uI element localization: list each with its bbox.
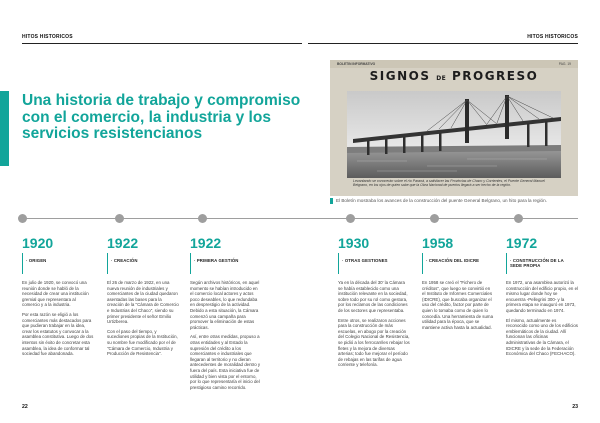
timeline-dot [430,214,439,223]
timeline-paragraph: Según archivos históricos, en aquel momento se habían introducido en el comercio local actores y actos poco deseables, lo que redundaba en desprestigio de la actividad. Debido a esta situación, la Cámara comenzó una campaña para promover la eliminación de estas prácticas. [190,280,260,330]
section-header-right: HITOS HISTORICOS [527,34,578,40]
timeline-paragraph: Con el paso del tiempo, y sucediones propias de la Institución, su nombre fue modificado por el de "Cámara de Comercio, Industria y Producción de Resistencia". [107,328,178,357]
timeline-year: 1930 [338,235,370,251]
timeline-line [22,218,578,219]
timeline-year: 1922 [190,235,222,251]
timeline-category-tick [107,253,108,274]
timeline-category-tick [422,253,423,274]
timeline-body [107,280,179,361]
section-header-left: HITOS HISTORICOS [22,34,73,40]
historic-clipping-photo [330,60,578,196]
page-number-left: 22 [22,404,28,410]
header-rule-left [22,43,302,44]
timeline-year: 1958 [422,235,454,251]
clipping-header-left: BOLETIN INFORMATIVO [337,62,376,66]
timeline-paragraph: Por esta razón se eligió a los comerciantes más destacados para que pudieran trabajar en la idea, crear los estatutos y convocar a la asamblea constitutiva. Luego de dos intentos sin éxito de concretar esta asamblea, la idea de conformar tal sociedad fue abandonada. [22,311,94,357]
timeline-paragraph: En julio de 1920, se convocó una reunión donde se habló de la necesidad de crear una institución gremial que representara al comercio y a la industria. [22,280,89,308]
timeline-paragraph: En 1972, una asamblea autorizó la construcción del edificio propio, en el mismo lugar donde hoy se encuentra -Pellegrini 300- y la primera etapa se inauguró en 1973, quedando terminado en 1974. [506,280,578,313]
timeline-category-tick [190,253,191,274]
page-headline: Una historia de trabajo y compromiso con el comercio, la industria y los servicios resistencianos [22,92,301,142]
page-number-right: 23 [572,404,578,410]
timeline-dot [18,214,27,223]
clipping-header-right: PAG. 19 [558,62,571,66]
clipping-title-part2: DE [436,75,447,82]
timeline-category: · ORIGEN [26,258,47,263]
bridge-photo [347,91,561,178]
timeline-year: 1920 [22,235,54,251]
timeline-body [338,280,410,372]
timeline-paragraph: Ya en la década del 30' la Cámara se había establecido como una institución relevante en la sociedad, sobre todo por su rol como gestora, por los reclamos de las condiciones de los sectores que representaba. [338,280,408,313]
clipping-title-part1: SIGNOS [369,69,431,83]
timeline-category-tick [22,253,23,274]
timeline-year: 1972 [506,235,538,251]
figure-caption: El Boletín mostraba los avances de la construcción del puente General Belgrano, un hito para la región. [336,198,547,203]
timeline-category-tick [506,253,507,274]
clipping-caption: Levantando se conocerán sobre el río Paraná, a satisfacer las Provincias de Chaco y Corrientes, el Puente General Manuel Belgrano, en los ojos de quien sabe que la Obra Nacional de puertos llegará a ser hecho de la región. [353,179,545,188]
timeline-dot [514,214,523,223]
timeline-dot [198,214,207,223]
timeline-body [190,280,262,394]
timeline-category: · CREACIÓN DEL IDICRE [426,258,480,263]
timeline-year: 1922 [107,235,139,251]
headline-accent-bar [0,91,9,166]
timeline-category-tick [338,253,339,274]
timeline-category: · PRIMERA GESTIÓN [194,258,239,263]
timeline-paragraph: El mismo, actualmente es reconocido como uno de los edificios emblemáticos de la ciudad. Allí funcionan las oficinas administrativas de la Cámara, el IDICRE y la sede de la Federación Económica del Chaco (FECHACO). [506,317,578,357]
timeline-category: · CONSTRUCCIÓN DE LA SEDE PROPIA [510,258,564,269]
timeline-category: · CREACIÓN [111,258,138,263]
clipping-title-part3: PROGRESO [451,69,539,83]
timeline-paragraph: El 26 de marzo de 1922, en una nueva reunión de industriales y comerciantes de la ciudad quedaron asentadas las bases para la creación de la "Cámara de Comercio e Industrias del Chaco", siendo su primer presidente el señor Emilio Urtizberea. [107,280,179,325]
timeline-dot [346,214,355,223]
timeline-paragraph: Entre otros, se realizaron acciones para la construcción de más escuelas, en abogo por la creación del Colegio Nacional de Resistencia, se pidió a los ferrocarriles rebajar los fletes y la mejora de diversas arterias; todo fue mejorar el período de rebajas en las tarifas de agua corriente y telefonía. [338,317,410,368]
timeline-paragraph: En 1958 se creó el "Fichero de créditos", que luego se convirtió en el Instituto de Informes Comerciales (IDICRE), que buscaba organizar el uso del crédito, factor por parte de quien lo tomaba como de quien lo concedía. Una herramienta de suma utilidad para la época, que se mantiene activa hasta la actualidad. [422,280,494,330]
timeline-body [506,280,578,361]
timeline-category: · OTRAS GESTIONES [342,258,388,263]
clipping-title [330,69,578,83]
figure-caption-marker [330,198,333,204]
timeline-paragraph: Así, entre otras medidas, propuso a otras entidades y al Estado la supresión del crédito a los comerciantes e industriales que llegaran al territorio y no dieran antecedentes de moralidad dentro y fuera del país. Esta iniciativa fue de utilidad y bien vista por el entorno, por lo que representaría el inicio del prestigioso camino recorrido. [190,334,261,390]
header-rule-right [308,43,578,44]
timeline-body [22,280,94,361]
timeline-dot [115,214,124,223]
timeline-body [422,280,494,334]
